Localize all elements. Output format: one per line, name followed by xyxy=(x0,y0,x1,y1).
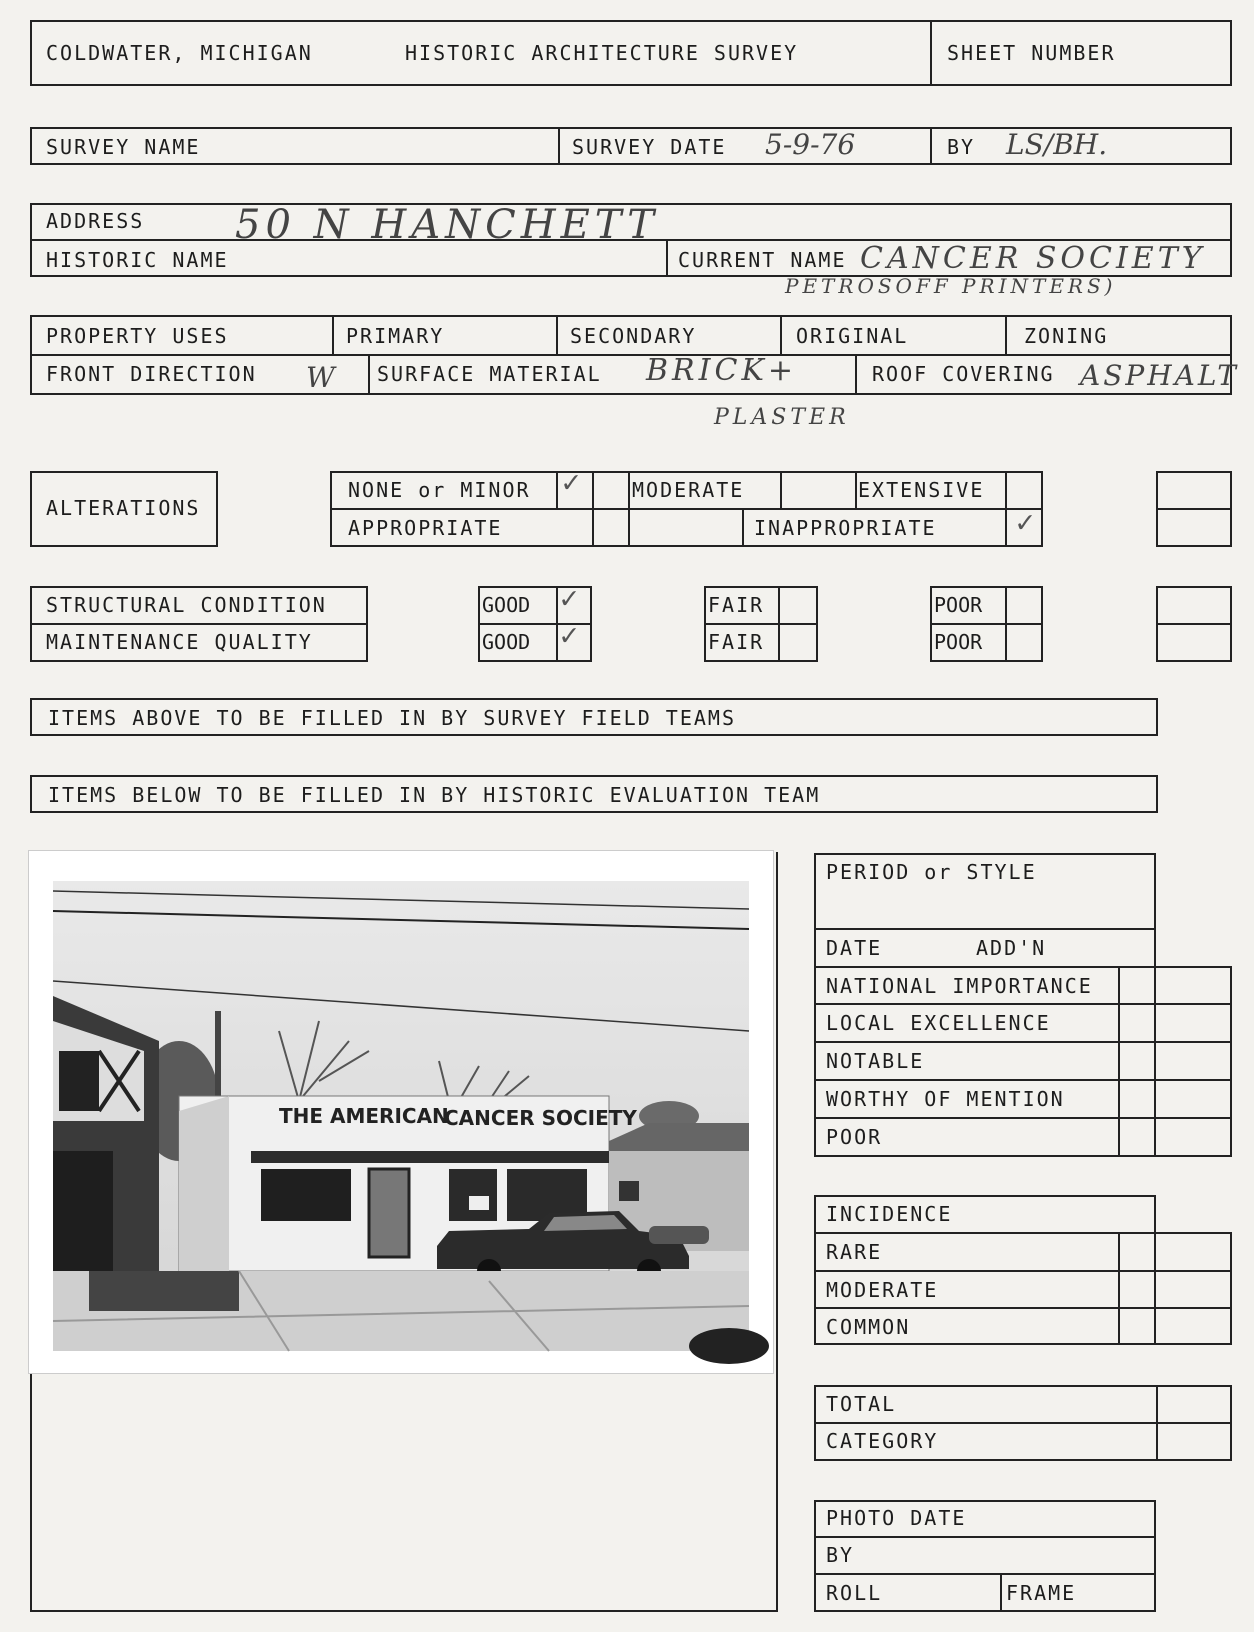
inc-outer-right xyxy=(1230,1232,1232,1345)
alt-div-5 xyxy=(855,471,857,509)
appropriate-label: APPROPRIATE xyxy=(348,516,503,540)
worthy-of-mention-label: WORTHY OF MENTION xyxy=(826,1087,1065,1111)
inappropriate-check: ✓ xyxy=(1016,505,1035,540)
building-photo xyxy=(28,850,774,1374)
property-divider-1 xyxy=(332,315,334,355)
lower-frame-bottom xyxy=(30,1610,778,1612)
cond-score-divider xyxy=(1156,623,1232,625)
survey-divider-2 xyxy=(930,127,932,165)
property-divider-3 xyxy=(780,315,782,355)
primary-label: PRIMARY xyxy=(346,324,445,348)
total-divider-h xyxy=(814,1422,1232,1424)
structural-condition-label: STRUCTURAL CONDITION xyxy=(46,593,327,617)
city-label: COLDWATER, MICHIGAN xyxy=(46,41,313,65)
alterations-divider-h xyxy=(330,508,1043,510)
addn-label: ADD'N xyxy=(976,936,1047,960)
alt-div-4 xyxy=(780,471,782,509)
alt-div-7 xyxy=(1005,471,1007,547)
photo-date-label: PHOTO DATE xyxy=(826,1506,967,1530)
lower-frame-right xyxy=(776,852,778,1612)
address-divider-v xyxy=(666,239,668,277)
inc-col-divider xyxy=(1118,1232,1120,1345)
incidence-label: INCIDENCE xyxy=(826,1202,953,1226)
poor-divider-h xyxy=(930,623,1043,625)
surface-material-label: SURFACE MATERIAL xyxy=(377,362,602,386)
original-label: ORIGINAL xyxy=(796,324,909,348)
total-label: TOTAL xyxy=(826,1392,897,1416)
current-name-value-2: PETROSOFF PRINTERS) xyxy=(785,274,1117,298)
cond-label-divider xyxy=(30,623,368,625)
header-divider xyxy=(930,20,932,86)
maintenance-good-label: GOOD xyxy=(482,630,531,654)
survey-date-value: 5-9-76 xyxy=(765,128,856,161)
inc-h1 xyxy=(814,1232,1232,1234)
rare-label: RARE xyxy=(826,1240,883,1264)
incidence-moderate-label: MODERATE xyxy=(826,1278,939,1302)
none-minor-label: NONE or MINOR xyxy=(348,478,531,502)
inappropriate-label: INAPPROPRIATE xyxy=(754,516,937,540)
alt-div-3 xyxy=(628,471,630,547)
sign-text-1: THE AMERICAN xyxy=(279,1104,449,1128)
eval-col-divider xyxy=(1118,966,1120,1157)
fair-divider-v xyxy=(778,586,780,662)
structural-good-check: ✓ xyxy=(560,581,579,616)
alt-score-divider xyxy=(1156,508,1232,510)
zoning-label: ZONING xyxy=(1024,324,1109,348)
category-label: CATEGORY xyxy=(826,1429,939,1453)
maintenance-good-check: ✓ xyxy=(560,618,579,653)
sign-text-2: CANCER SOCIETY xyxy=(444,1106,637,1130)
sheet-number-label: SHEET NUMBER xyxy=(947,41,1116,65)
maintenance-fair-label: FAIR xyxy=(708,630,765,654)
eval-h4 xyxy=(814,1041,1232,1043)
survey-name-label: SURVEY NAME xyxy=(46,135,201,159)
inc-h3 xyxy=(814,1307,1232,1309)
inc-h4 xyxy=(1156,1343,1232,1345)
eval-h2 xyxy=(814,966,1232,968)
eval-outer-right xyxy=(1230,966,1232,1157)
address-value: 50 N HANCHETT xyxy=(235,202,659,248)
date-label: DATE xyxy=(826,936,883,960)
good-divider-v xyxy=(556,586,558,662)
current-name-label: CURRENT NAME xyxy=(678,248,847,272)
surface-material-value: BRICK+ xyxy=(646,353,797,388)
alt-div-2 xyxy=(592,471,594,547)
structural-good-label: GOOD xyxy=(482,593,531,617)
survey-title: HISTORIC ARCHITECTURE SURVEY xyxy=(405,41,799,65)
inc-h2 xyxy=(814,1270,1232,1272)
roof-covering-label: ROOF COVERING xyxy=(872,362,1055,386)
eval-h7 xyxy=(1156,1155,1232,1157)
note-below: ITEMS BELOW TO BE FILLED IN BY HISTORIC EVALUATION TEAM xyxy=(48,783,821,807)
front-direction-value: W xyxy=(306,361,335,394)
property-divider-h xyxy=(30,354,1232,356)
roof-covering-value: ASPHALT xyxy=(1080,359,1239,392)
alt-div-1 xyxy=(556,471,558,509)
poor-divider-v xyxy=(1005,586,1007,662)
period-style-label: PERIOD or STYLE xyxy=(826,860,1037,884)
property-divider-2 xyxy=(556,315,558,355)
building-photo-image xyxy=(29,851,775,1375)
secondary-label: SECONDARY xyxy=(570,324,697,348)
eval-poor-label: POOR xyxy=(826,1125,883,1149)
local-excellence-label: LOCAL EXCELLENCE xyxy=(826,1011,1051,1035)
survey-by-label: BY xyxy=(947,135,976,159)
eval-h5 xyxy=(814,1079,1232,1081)
note-above: ITEMS ABOVE TO BE FILLED IN BY SURVEY FIELD TEAMS xyxy=(48,706,737,730)
structural-fair-label: FAIR xyxy=(708,593,765,617)
eval-h3 xyxy=(814,1003,1232,1005)
moderate-label: MODERATE xyxy=(632,478,745,502)
national-importance-label: NATIONAL IMPORTANCE xyxy=(826,974,1093,998)
historic-name-label: HISTORIC NAME xyxy=(46,248,229,272)
address-label: ADDRESS xyxy=(46,209,145,233)
evaluation-box xyxy=(814,853,1156,1157)
extensive-label: EXTENSIVE xyxy=(858,478,985,502)
current-name-value: CANCER SOCIETY xyxy=(860,241,1206,276)
roll-label: ROLL xyxy=(826,1581,883,1605)
photo-by-label: BY xyxy=(826,1543,855,1567)
notable-label: NOTABLE xyxy=(826,1049,925,1073)
property-divider-6 xyxy=(855,354,857,395)
property-divider-4 xyxy=(1005,315,1007,355)
alterations-label: ALTERATIONS xyxy=(46,496,201,520)
eval-h6 xyxy=(814,1117,1232,1119)
structural-poor-label: POOR xyxy=(934,593,983,617)
frame-label: FRAME xyxy=(1006,1581,1077,1605)
maintenance-quality-label: MAINTENANCE QUALITY xyxy=(46,630,313,654)
photo-info-h1 xyxy=(814,1536,1156,1538)
photo-info-v xyxy=(1000,1573,1002,1612)
property-divider-5 xyxy=(368,354,370,395)
survey-date-label: SURVEY DATE xyxy=(572,135,727,159)
maintenance-poor-label: POOR xyxy=(934,630,983,654)
property-uses-label: PROPERTY USES xyxy=(46,324,229,348)
survey-divider-1 xyxy=(558,127,560,165)
survey-by-value: LS/BH. xyxy=(1006,128,1108,161)
front-direction-label: FRONT DIRECTION xyxy=(46,362,257,386)
none-minor-check: ✓ xyxy=(562,465,581,500)
surface-material-value-2: PLASTER xyxy=(714,405,850,430)
alt-div-6 xyxy=(742,508,744,547)
eval-h1 xyxy=(814,928,1156,930)
common-label: COMMON xyxy=(826,1315,911,1339)
fair-divider-h xyxy=(704,623,818,625)
total-divider-v xyxy=(1156,1385,1158,1461)
photo-info-h2 xyxy=(814,1573,1156,1575)
